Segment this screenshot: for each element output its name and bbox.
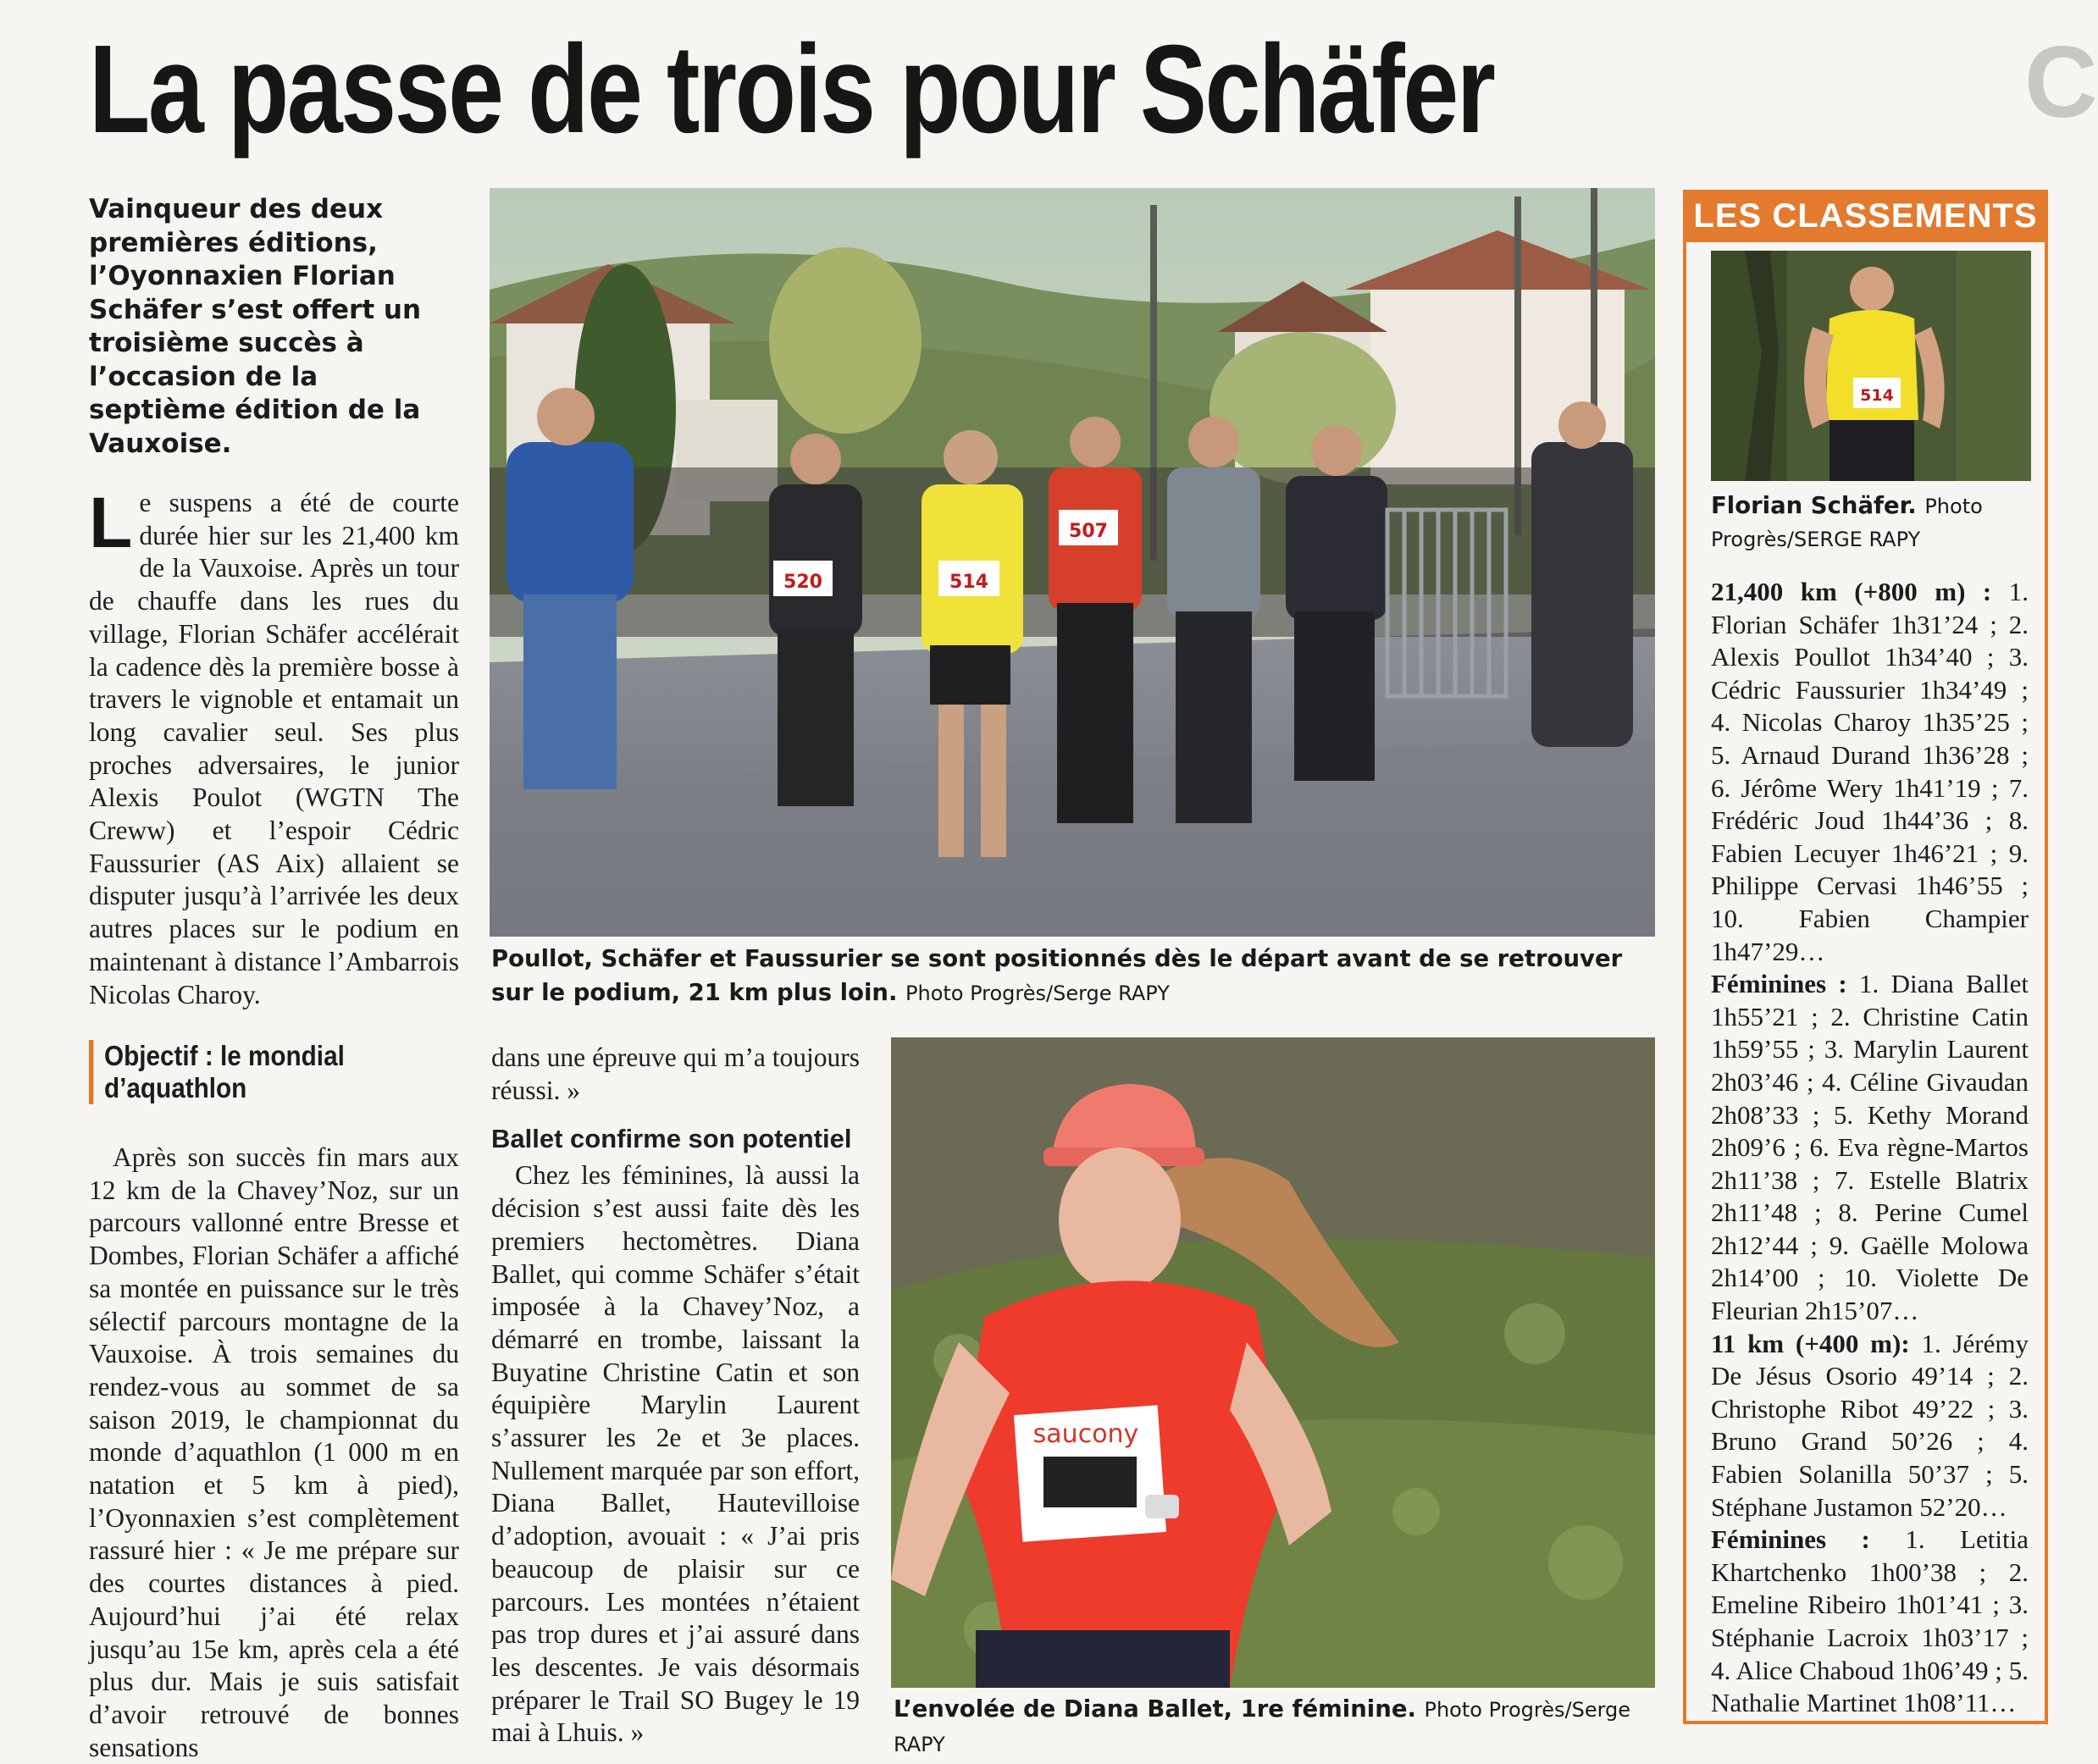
dropcap: L [89,483,133,562]
ranking-21km-label: 21,400 km (+800 m) : [1711,577,1992,606]
schafer-photo-art [1711,251,2031,481]
ballet-caption-credit: Photo Progrès/Serge RAPY [894,1698,1631,1756]
shirt-brand: saucony [1032,1419,1139,1449]
middle-column [491,1042,860,1748]
subheading-ballet: Ballet confirme son potentiel [491,1124,852,1154]
ranking-21km-women-label: Féminines : [1711,969,1847,999]
ballet-photo [891,1037,1655,1688]
main-caption-credit: Photo Progrès/Serge RAPY [905,982,1170,1005]
schafer-caption-name: Florian Schäfer. [1711,492,1917,519]
bib-514: 514 [949,572,988,593]
section1-column [89,1142,459,1762]
ranking-11km-women-label: Féminines : [1711,1524,1870,1555]
ranking-21km-women-list: 1. Diana Ballet 1h55’21 ; 2. Christine Catin 1h59’55 ; 3. Marylin Laurent 2h03’46 ; 4. Céline Givaudan 2h08’33 ; 5. Kethy Morand 2h09’6 ; 6. Eva règne-Martos 2h11’38 ; 7. Estelle Blatrix 2h11’48 ; 8. Perine Cumel 2h12’44 ; 9. Gaëlle Molowa 2h14’00 ; 10. Violette De Fleurian 2h15’07… [1711,969,2029,1326]
ranking-21km-list: 1. Florian Schäfer 1h31’24 ; 2. Alexis Poullot 1h34’40 ; 3. Cédric Faussurier 1h34’49 ; 4. Nicolas Charoy 1h35’25 ; 5. Arnaud Durand 1h36’28 ; 6. Jérôme Wery 1h41’19 ; 7. Frédéric Joud 1h44’36 ; 8. Fabien Lecuyer 1h46’21 ; 9. Philippe Cervasi 1h46’55 ; 10. Fabien Champier 1h47’29… [1711,577,2029,966]
classements-title: LES CLASSEMENTS [1683,190,2048,242]
ranking-11km-women-list: 1. Letitia Khartchenko 1h00’38 ; 2. Emeline Ribeiro 1h01’41 ; 3. Stéphanie Lacroix 1h03’17 ; 4. Alice Chaboud 1h06’49 ; 5. Nathalie Martinet 1h08’11… [1711,1524,2029,1718]
chapo: Vainqueur des deux premières éditions, l’Oyonnaxien Florian Schäfer s’est offert un troisième succès à l’occasion de la septième édition de la Vauxoise. [89,194,422,459]
ranking-11km-list: 1. Jérémy De Jésus Osorio 49’14 ; 2. Christophe Ribot 49’22 ; 3. Bruno Grand 50’26 ; 4. Fabien Solanilla 50’37 ; 5. Stéphane Justamon 52’20… [1711,1328,2029,1522]
ballet-caption-text: L’envolée de Diana Ballet, 1re féminine. [894,1695,1416,1723]
schafer-photo [1711,251,2031,481]
headline: La passe de trois pour Schäfer [89,19,1494,159]
bib-507: 507 [1069,521,1108,542]
ballet-photo-caption [894,1692,1656,1761]
rankings [1711,576,2029,1720]
subheading-aquathlon: Objectif : le mondial d’aquathlon [89,1040,356,1104]
ranking-11km [1711,1328,2029,1524]
section1-text: Après son succès fin mars aux 12 km de la Chavey’Noz, sur un parcours vallonné entre Bresse et Dombes, Florian Schäfer a affiché sa montée en puissance sur le très sélectif parcours montagne de la Vauxoise. À trois semaines du rendez-vous au sommet de sa saison 2019, le championnat du monde d’aquathlon (1 000 m en natation et 5 km à pied), l’Oyonnaxien s’est complètement rassuré hier : « Je me prépare sur des courtes distances à pied. Aujourd’hui j’ai été relax jusqu’au 15e km, après cela a été plus dur. Mais je suis satisfait d’avoir retrouvé de bonnes sensations [89,1142,459,1762]
main-photo-caption [491,942,1660,1010]
ranking-21km [1711,576,2029,968]
section1-continued: dans une épreuve qui m’a toujours réussi. » [491,1042,860,1105]
lead-text: e suspens a été de courte durée hier sur les 21,400 km de la Vauxoise. Après un tour de chauffe dans les rues du village, Florian Schäfer accélérait la cadence dès la première bosse à travers le vignoble et entamait un long cavalier seul. Ses plus proches adversaires, le junior Alexis Poulot (WGTN The Creww) et l’espoir Cédric Faussurier (AS Aix) allaient se disputer jusqu’à l’arrivée les deux autres places sur le podium en maintenant à distance l’Ambarrois Nicolas Charoy. [89,488,459,1009]
next-page-edge: C [2024,25,2098,139]
schafer-caption-credit: Photo Progrès/SERGE RAPY [1711,495,1983,551]
start-line-photo-art [490,188,1655,937]
ballet-photo-art [891,1037,1655,1688]
ranking-21km-women [1711,968,2029,1328]
start-line-photo [490,188,1655,937]
bib-520: 520 [783,572,822,593]
schafer-bib: 514 [1860,386,1894,405]
schafer-photo-caption [1711,489,2024,556]
lead-column [89,483,459,1011]
section2-text: Chez les féminines, là aussi la décision s’est aussi faite dès les premiers hectomètres. Diana Ballet, qui comme Schäfer s’était imposée à la Chavey’Noz, a démarré en trombe, laissant la Buyatine Christine Catin et son équipière Marylin Laurent s’assurer les 2e et 3e places. Nullement marquée par son effort, Diana Ballet, Hautevilloise d’adoption, avouait : « J’ai pris beaucoup de plaisir sur ce parcours. Les montées n’étaient pas trop dures et j’ai assuré dans les descentes. Je vais désormais préparer le Trail SO Bugey le 19 mai à Lhuis. » [491,1160,860,1748]
main-caption-text: Poullot, Schäfer et Faussurier se sont positionnés dès le départ avant de se retrouver sur le podium, 21 km plus loin. [491,945,1623,1006]
ranking-11km-label: 11 km (+400 m): [1711,1328,1910,1358]
ranking-11km-women [1711,1523,2029,1720]
